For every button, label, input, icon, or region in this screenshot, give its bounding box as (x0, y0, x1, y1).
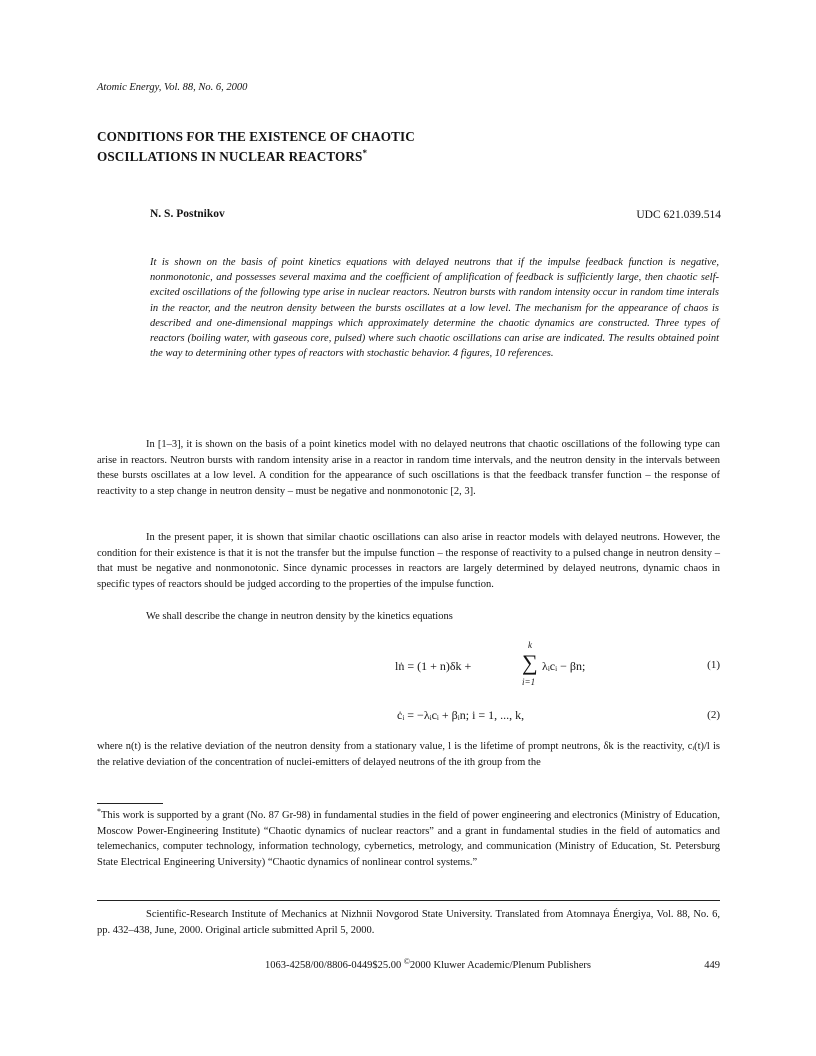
summation-symbol: ∑ (522, 650, 538, 675)
equation-1-lhs: lṅ = (1 + n)δk + (395, 659, 472, 673)
title-line-1: CONDITIONS FOR THE EXISTENCE OF CHAOTIC (97, 129, 415, 144)
affiliation-separator (97, 900, 720, 901)
affiliation (97, 907, 720, 939)
page-number: 449 (704, 960, 720, 971)
title-line-2 (97, 147, 415, 167)
paragraph-2 (97, 530, 720, 592)
copyright-symbol: © (403, 957, 410, 966)
footnote (97, 808, 720, 870)
title-line-2-text: OSCILLATIONS IN NUCLEAR REACTORS (97, 149, 363, 164)
issn-code: 1063-4258/00/8806-0449$25.00 (265, 960, 402, 971)
copyright-text: 2000 Kluwer Academic/Plenum Publishers (409, 960, 592, 971)
paragraph-3 (97, 609, 720, 625)
footnote-mark: * (97, 807, 101, 816)
journal-citation: Atomic Energy, Vol. 88, No. 6, 2000 (97, 82, 248, 93)
sum-upper-limit: k (528, 640, 532, 650)
paragraph-2-text: In the present paper, it is shown that similar chaotic oscillations can also arise in reactor models with delayed neutrons. However, the condition for their existence is that it is not the transfer but the impulse function – the response of reactivity to a pulsed change in neutron density – that must be negative and nonmonotonic. Since dynamic processes in reactors are largely determined by delayed neutrons, dynamic chaos in specific types of reactors should be judged according to the properties of the impulse function. (97, 532, 720, 590)
equation-2: ċᵢ = −λᵢcᵢ + βᵢn; i = 1, ..., k, (397, 708, 525, 722)
footnote-text: This work is supported by a grant (No. 87 Gr-98) in fundamental studies in the field of power engineering and electronics (Ministry of Education, Moscow Power-Engineering Institute) “Chaotic dynamics of nuclear reactors” and a grant in fundamental studies in the field of automatics and telemechanics, computer technology, information technology, cybernetics, metrology, and communication (Ministry of Education, St. Petersburg State Electrical Engineering University) “Chaotic dynamics of nonlinear control systems.” (97, 810, 720, 868)
sum-lower-limit: i=1 (522, 677, 536, 687)
paragraph-4: where n(t) is the relative deviation of the neutron density from a stationary value, l is the lifetime of prompt neutrons, δk is the reactivity, cᵢ(t)/l is the relative deviation of the concentration of nuclei-emitters of delayed neutrons of the ith group from the (97, 741, 720, 768)
equation-2-number: (2) (707, 709, 720, 721)
title-footnote-mark: * (362, 148, 368, 158)
equation-1 (395, 640, 615, 690)
equation-1-rhs: λᵢcᵢ − βn; (542, 659, 586, 673)
paragraph-3-text: We shall describe the change in neutron density by the kinetics equations (146, 611, 453, 622)
abstract: It is shown on the basis of point kinetics equations with delayed neutrons that if the impulse feedback function is negative, nonmonotonic, and possesses several maxima and the coefficient of amplification of feedback is sufficiently large, then chaotic self-excited oscillations of the following type arise in nuclear reactors. Neutron bursts with random intensity occur in random time interals in the reactor, and the neutron density between the bursts oscillates at a low level. The mechanism for the appearance of chaos is described and one-dimensional mappings which approximately determine the chaotic dynamics are constructed. Three types of reactors (boiling water, with gaseous core, pulsed) where such chaotic oscillations can arise are indicated. The results obtained point the way to determining other types of reactors with stochastic behavior. 4 figures, 10 references. (150, 257, 719, 360)
publisher-footer (265, 957, 592, 971)
author-name: N. S. Postnikov (150, 208, 225, 220)
equation-1-number: (1) (707, 659, 720, 671)
paragraph-1-text: In [1–3], it is shown on the basis of a point kinetics model with no delayed neutrons that chaotic oscillations of the following type can arise in reactors. Neutron bursts with random intensity arise in a reactor in random time intervals, and the neutron density in the intervals between these bursts oscillates at a low level. A condition for the appearance of such oscillations is that the feedback transfer function – the response of reactivity to a step change in neutron density – must be negative and nonmonotonic [2, 3]. (97, 439, 720, 497)
udc-code: UDC 621.039.514 (636, 209, 721, 221)
paragraph-1 (97, 437, 720, 499)
footnote-separator (97, 803, 163, 804)
affiliation-text: Scientific-Research Institute of Mechanics at Nizhnii Novgorod State University. Translated from Atomnaya Énergiya, Vol. 88, No. 6, pp. 432–438, June, 2000. Original article submitted April 5, 2000. (97, 909, 720, 936)
article-title (97, 127, 415, 167)
